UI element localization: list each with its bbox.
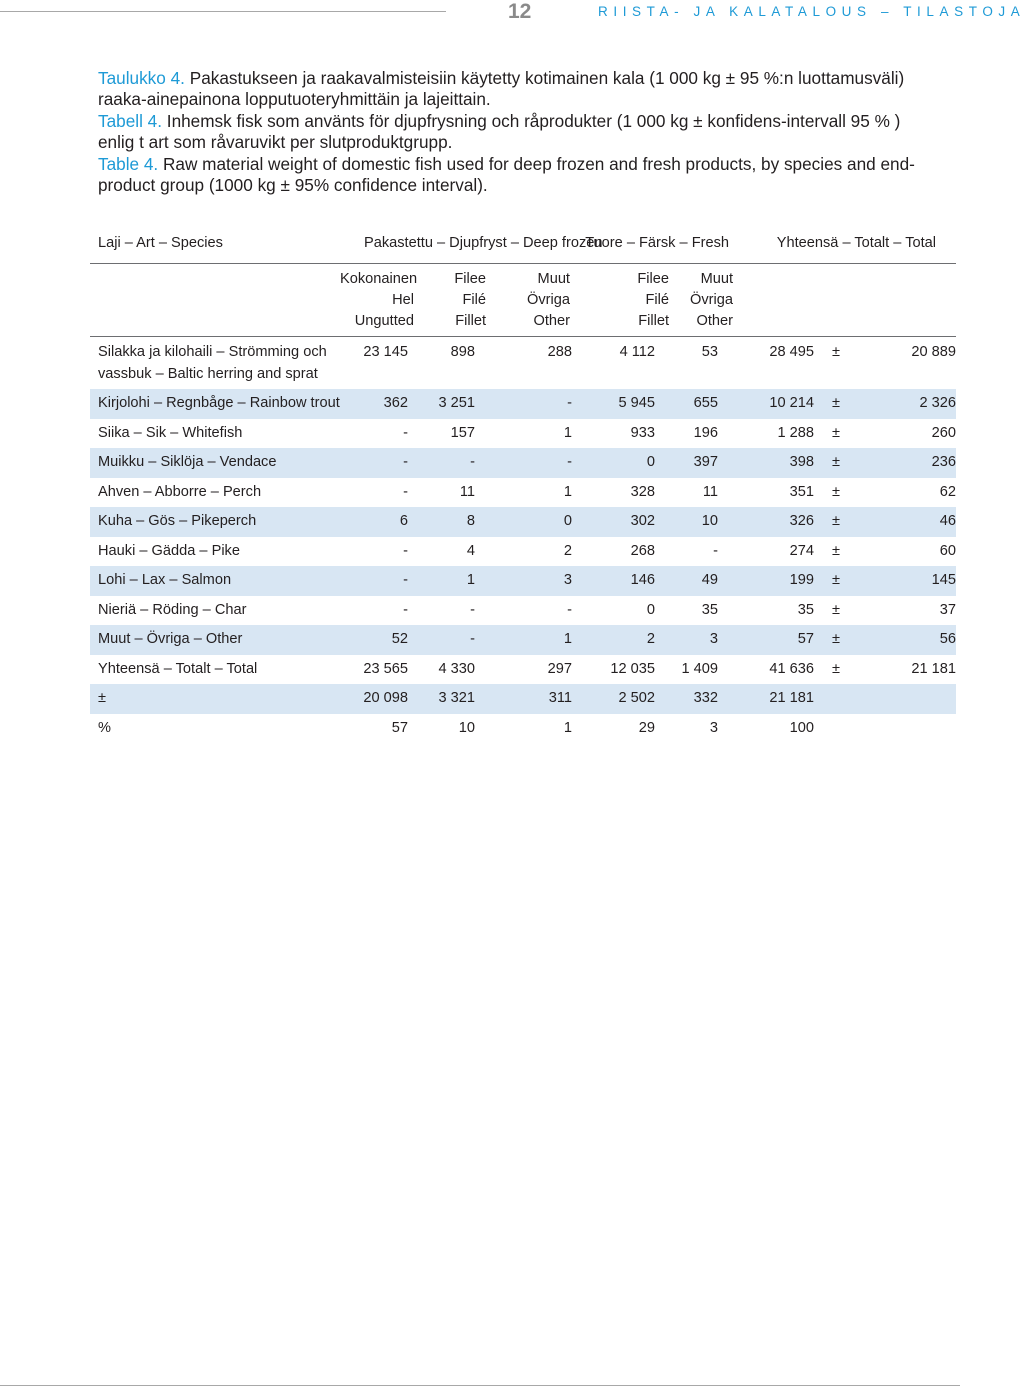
species-cell: % — [98, 719, 111, 736]
species-line: vassbuk – Baltic herring and sprat — [98, 366, 318, 382]
cell-pm: ± — [832, 542, 841, 559]
cell-ci: 60 — [939, 542, 957, 559]
table-row — [90, 684, 956, 714]
cell-c1: 23 565 — [363, 660, 408, 677]
cell-c4: 0 — [646, 601, 655, 618]
table-row — [90, 448, 956, 478]
cell-total: 100 — [789, 719, 815, 736]
cell-pm — [820, 714, 852, 744]
cell-c1: - — [403, 483, 408, 500]
cell-c5: 655 — [673, 389, 733, 419]
cell-total: 28 495 — [769, 344, 815, 360]
cell-c3: 3 — [489, 566, 578, 596]
header-species: Laji – Art – Species — [90, 229, 340, 264]
cell-c1: 362 — [340, 389, 414, 419]
table-row — [90, 337, 956, 390]
cell-total: 35 — [797, 601, 815, 618]
cell-total: 351 — [789, 483, 815, 500]
cell-c3: 297 — [547, 660, 572, 677]
cell-ci: 37 — [939, 601, 957, 618]
cell-total: 274 — [789, 542, 815, 559]
cell-c2: 157 — [450, 424, 475, 441]
cell-total: 326 — [733, 507, 820, 537]
cell-c2: 3 251 — [414, 389, 489, 419]
cell-c3: 1 — [489, 625, 578, 655]
caption-sv — [98, 111, 928, 153]
data-table — [90, 229, 956, 743]
cell-c4: 302 — [578, 507, 673, 537]
cell-c3: - — [567, 601, 572, 618]
caption-label: Table 4. — [98, 154, 159, 174]
cell-c4: 29 — [638, 719, 655, 736]
data-table-container — [90, 229, 956, 743]
sub-header-row — [90, 264, 956, 337]
sub-header-blank — [820, 264, 852, 337]
species-cell: Kuha – Gös – Pikeperch — [90, 507, 340, 537]
cell-ci: 145 — [852, 566, 956, 596]
cell-c2: 898 — [450, 344, 475, 360]
cell-c5: 35 — [701, 601, 719, 618]
cell-c3: 2 — [563, 542, 572, 559]
cell-c4: 5 945 — [578, 389, 673, 419]
cell-c2: 3 321 — [414, 684, 489, 714]
cell-c4: 268 — [630, 542, 655, 559]
cell-c5: 332 — [673, 684, 733, 714]
cell-c2: - — [470, 601, 475, 618]
table-row — [90, 419, 956, 449]
cell-c5: 3 — [673, 625, 733, 655]
cell-c1: 52 — [340, 625, 414, 655]
cell-c4: 146 — [578, 566, 673, 596]
cell-pm: ± — [832, 344, 841, 360]
cell-total: 41 636 — [769, 660, 815, 677]
species-cell: Yhteensä – Totalt – Total — [98, 660, 258, 677]
cell-pm: ± — [820, 389, 852, 419]
cell-total: 57 — [733, 625, 820, 655]
cell-c1: 20 098 — [340, 684, 414, 714]
group-header-row — [90, 229, 956, 264]
species-cell: Siika – Sik – Whitefish — [98, 424, 243, 441]
cell-c5: 49 — [673, 566, 733, 596]
cell-total: 199 — [733, 566, 820, 596]
caption-text: Inhemsk fisk som använts för djupfrysning och råprodukter (1 000 kg ± konfidens-intervall 95 % ) enlig t art som råvaruvikt per slutproduktgrupp. — [98, 111, 901, 152]
running-header: RIISTA- JA KALATALOUS – TILASTOJA — [598, 4, 1025, 19]
cell-c2: 11 — [459, 483, 475, 500]
cell-c5: 53 — [701, 344, 719, 360]
cell-total: 398 — [733, 448, 820, 478]
cell-c1: 6 — [340, 507, 414, 537]
cell-ci: 236 — [852, 448, 956, 478]
cell-c4: 4 112 — [619, 344, 655, 360]
bottom-rule — [0, 1385, 960, 1386]
page-number: 12 — [508, 0, 532, 23]
table-row — [90, 537, 956, 567]
cell-c2: 4 330 — [438, 660, 475, 677]
table-row — [90, 714, 956, 744]
cell-pm: ± — [832, 424, 841, 441]
top-rule — [0, 11, 446, 12]
cell-c2: 10 — [458, 719, 475, 736]
table-row — [90, 507, 956, 537]
cell-c2: 8 — [414, 507, 489, 537]
cell-c1: - — [340, 566, 414, 596]
cell-c1: 23 145 — [363, 344, 408, 360]
cell-c5: - — [713, 542, 719, 559]
sub-header-blank — [733, 264, 820, 337]
cell-pm: ± — [820, 625, 852, 655]
table-captions — [98, 68, 928, 197]
cell-pm: ± — [832, 483, 841, 500]
caption-text: Raw material weight of domestic fish used for deep frozen and fresh products, by species and end-product group (1000 kg ± 95% confidence interval). — [98, 154, 915, 195]
cell-c5: 1 409 — [681, 660, 719, 677]
cell-ci: 20 889 — [911, 344, 957, 360]
cell-c3: 1 — [563, 719, 572, 736]
cell-c5: 397 — [673, 448, 733, 478]
header-total: Yhteensä – Totalt – Total — [733, 229, 956, 264]
cell-c5: 11 — [702, 483, 719, 500]
cell-c5: 196 — [693, 424, 719, 441]
table-row — [90, 596, 956, 626]
caption-text: Pakastukseen ja raakavalmisteisiin käytetty kotimainen kala (1 000 kg ± 95 %:n luottamusväli) raaka-ainepainona lopputuoteryhmittäin ja lajeittain. — [98, 68, 905, 109]
sub-header-frozen-other: Muut Övriga Other — [489, 264, 578, 337]
cell-c3: 288 — [547, 344, 572, 360]
table-row — [90, 389, 956, 419]
species-cell: ± — [90, 684, 340, 714]
cell-pm: ± — [832, 660, 841, 677]
cell-c3: 1 — [563, 424, 572, 441]
cell-c2: - — [414, 625, 489, 655]
cell-c2: - — [414, 448, 489, 478]
cell-c3: - — [489, 389, 578, 419]
cell-c3: 0 — [489, 507, 578, 537]
caption-label: Tabell 4. — [98, 111, 163, 131]
species-cell: Hauki – Gädda – Pike — [98, 542, 240, 559]
cell-pm: ± — [832, 601, 841, 618]
cell-pm: ± — [820, 507, 852, 537]
table-row — [90, 566, 956, 596]
cell-ci — [852, 714, 956, 744]
cell-c4: 2 502 — [578, 684, 673, 714]
species-cell: Muut – Övriga – Other — [90, 625, 340, 655]
table-body — [90, 337, 956, 744]
cell-ci: 2 326 — [852, 389, 956, 419]
table-row — [90, 625, 956, 655]
cell-c2: 4 — [466, 542, 475, 559]
cell-c4: 2 — [578, 625, 673, 655]
sub-header-blank — [852, 264, 956, 337]
cell-total: 1 288 — [777, 424, 815, 441]
table-row — [90, 478, 956, 508]
cell-c1: - — [403, 424, 408, 441]
cell-pm: ± — [820, 566, 852, 596]
cell-c4: 0 — [578, 448, 673, 478]
header-fresh: Tuore – Färsk – Fresh — [578, 229, 733, 264]
cell-ci — [852, 684, 956, 714]
sub-header-fresh-other: Muut Övriga Other — [673, 264, 733, 337]
species-cell — [90, 337, 340, 390]
caption-label: Taulukko 4. — [98, 68, 185, 88]
cell-c5: 3 — [709, 719, 719, 736]
species-cell: Muikku – Siklöja – Vendace — [90, 448, 340, 478]
cell-pm — [820, 684, 852, 714]
cell-pm: ± — [820, 448, 852, 478]
cell-c4: 328 — [630, 483, 655, 500]
caption-en — [98, 154, 928, 196]
sub-header-fresh-fillet: Filee Filé Fillet — [578, 264, 673, 337]
cell-ci: 260 — [931, 424, 957, 441]
cell-c5: 10 — [673, 507, 733, 537]
species-cell: Kirjolohi – Regnbåge – Rainbow trout — [90, 389, 340, 419]
cell-c4: 12 035 — [610, 660, 655, 677]
cell-total: 21 181 — [733, 684, 820, 714]
cell-ci: 21 181 — [911, 660, 957, 677]
cell-ci: 46 — [852, 507, 956, 537]
caption-fi — [98, 68, 928, 110]
cell-ci: 62 — [939, 483, 957, 500]
sub-header-frozen-fillet: Filee Filé Fillet — [414, 264, 489, 337]
cell-c1: - — [403, 542, 408, 559]
cell-c3: 311 — [489, 684, 578, 714]
species-cell: Nieriä – Röding – Char — [98, 601, 247, 618]
sub-header-ungutted: Kokonainen Hel Ungutted — [340, 264, 414, 337]
cell-c1: - — [403, 601, 408, 618]
cell-c3: 1 — [563, 483, 572, 500]
header-frozen: Pakastettu – Djupfryst – Deep frozen — [340, 229, 578, 264]
sub-header-blank — [90, 264, 340, 337]
cell-c4: 933 — [630, 424, 655, 441]
cell-c1: - — [340, 448, 414, 478]
species-line: Silakka ja kilohaili – Strömming och — [98, 344, 327, 360]
cell-c2: 1 — [414, 566, 489, 596]
species-cell: Lohi – Lax – Salmon — [90, 566, 340, 596]
species-cell: Ahven – Abborre – Perch — [98, 483, 262, 500]
cell-total: 10 214 — [733, 389, 820, 419]
cell-c3: - — [489, 448, 578, 478]
table-row — [90, 655, 956, 685]
cell-c1: 57 — [391, 719, 408, 736]
cell-ci: 56 — [852, 625, 956, 655]
